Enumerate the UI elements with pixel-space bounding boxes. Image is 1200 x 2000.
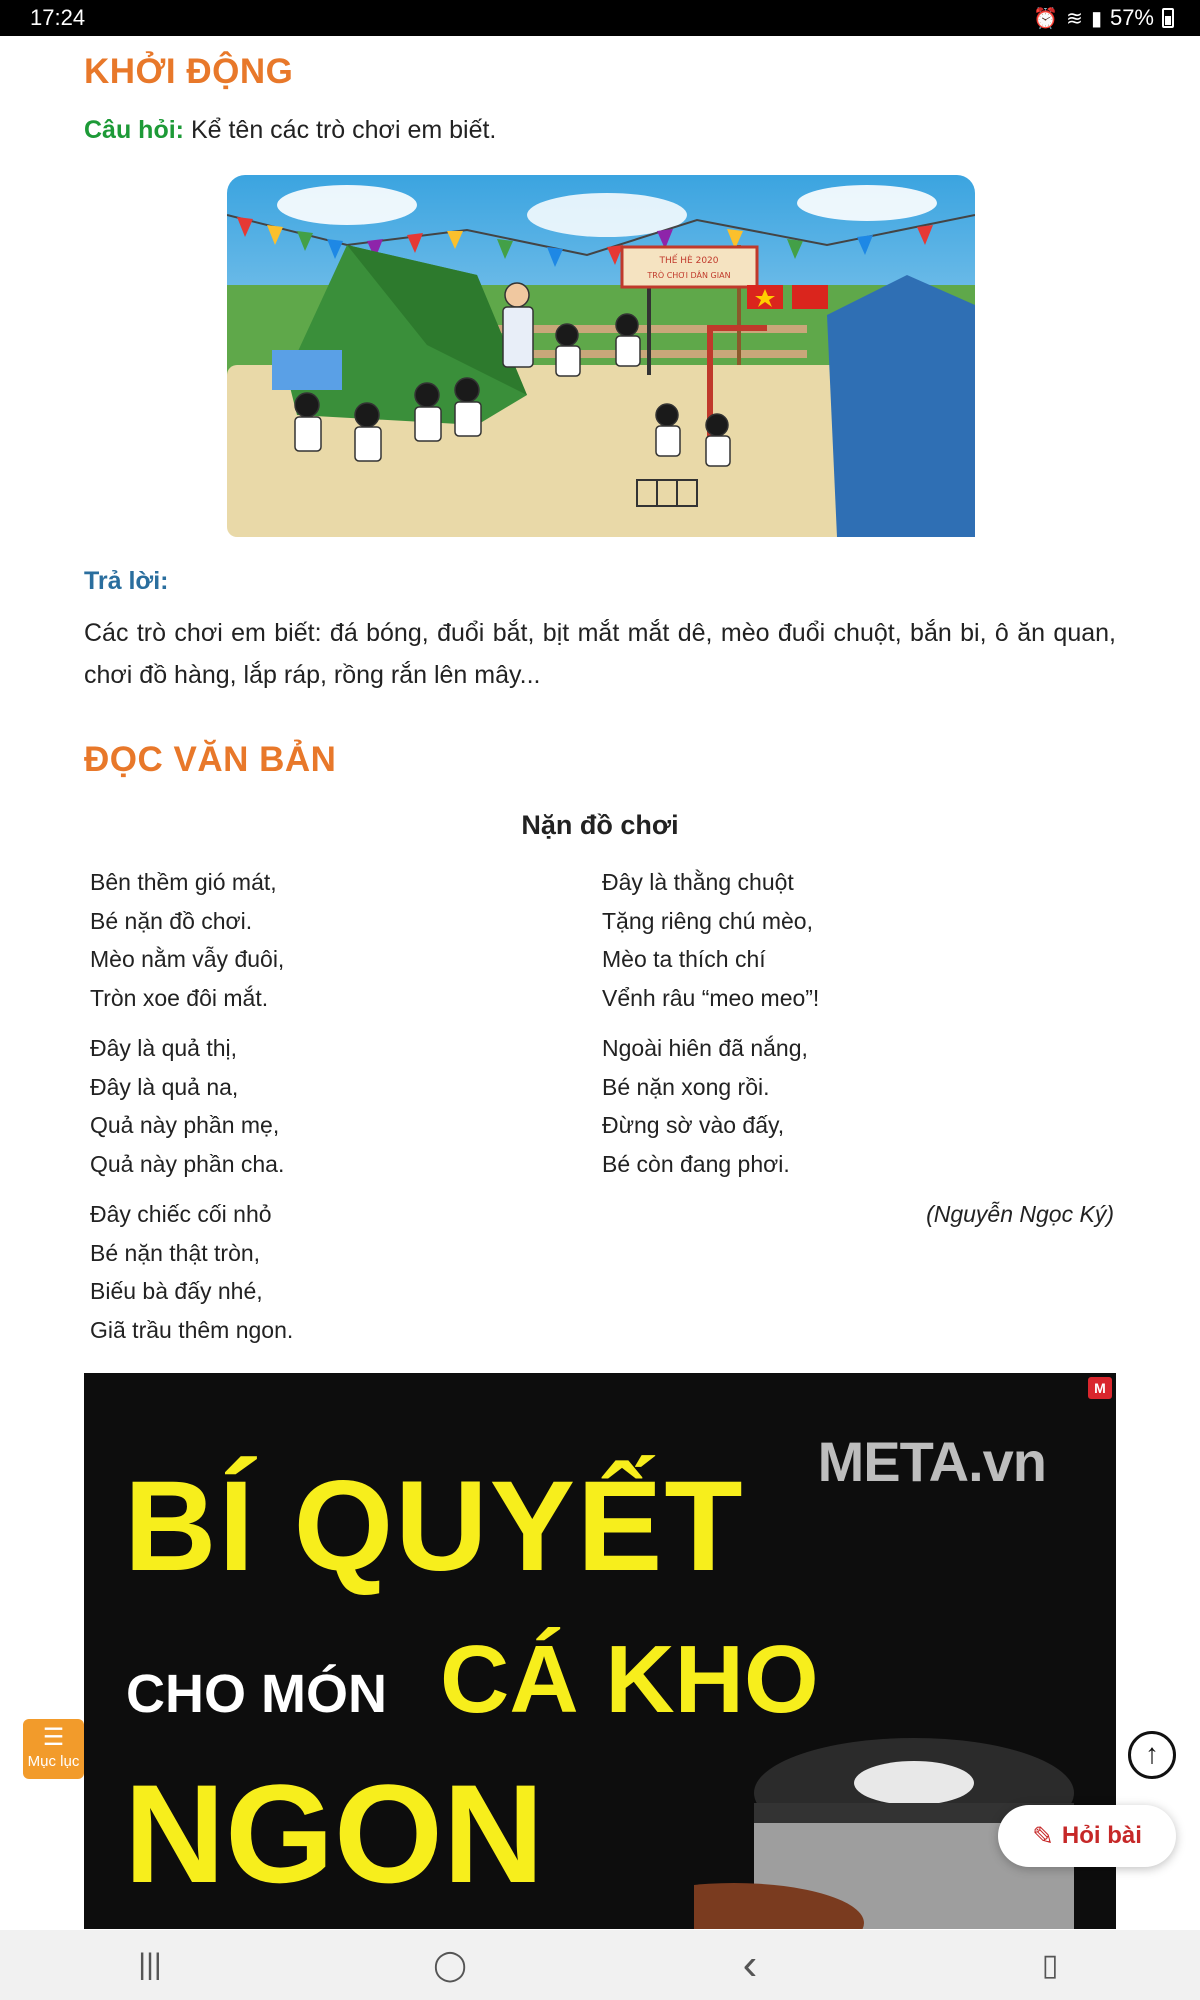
poem-line: Bé nặn thật tròn,	[90, 1239, 261, 1266]
poem-line: Ngoài hiên đã nắng,	[602, 1035, 808, 1061]
answer-label: Trả lời:	[84, 567, 169, 595]
table-of-contents-button[interactable]	[23, 1719, 84, 1779]
status-bar	[0, 0, 1200, 36]
sign-line-2: TRÒ CHƠI DÂN GIAN	[647, 271, 731, 280]
question-text: Kể tên các trò chơi em biết.	[184, 116, 497, 144]
system-navigation-bar	[0, 1930, 1200, 2000]
ask-question-button[interactable]	[998, 1805, 1176, 1867]
status-icons	[1033, 5, 1174, 31]
ad-headline-2a: CHO MÓN	[126, 1664, 387, 1724]
signal-icon: ▮	[1090, 7, 1102, 30]
poem-line: Quả này phần cha.	[90, 1150, 285, 1177]
poem-author: (Nguyễn Ngọc Ký)	[926, 1201, 1114, 1227]
ask-label: Hỏi bài	[1061, 1822, 1142, 1849]
ad-headline-1: BÍ QUYẾT	[124, 1455, 745, 1598]
question-label: Câu hỏi:	[84, 116, 184, 144]
poem-line: Đây chiếc cối nhỏ	[90, 1201, 272, 1227]
poem-right-column	[602, 863, 1114, 1361]
poem-line: Tặng riêng chú mèo,	[602, 907, 813, 934]
arrow-up-icon: ↑	[1145, 1738, 1159, 1769]
poem-title: Nặn đồ chơi	[521, 810, 679, 840]
ad-headline-2b: CÁ KHO	[440, 1626, 819, 1733]
stanza	[90, 1029, 602, 1183]
list-icon: ☰	[42, 1724, 65, 1751]
answer-text: Các trò chơi em biết: đá bóng, đuổi bắt, bịt mắt mắt dê, mèo đuổi chuột, bắn bi, ô ăn quan, chơi đồ hàng, lắp ráp, rồng rắn lên mây...	[84, 619, 1116, 689]
poem-left-column	[90, 863, 602, 1361]
poem-line: Bé nặn đồ chơi.	[90, 907, 253, 934]
poem	[84, 863, 1116, 1361]
poem-line: Đây là quả na,	[90, 1073, 239, 1100]
section-title-reading: ĐỌC VĂN BẢN	[84, 740, 337, 779]
stanza	[602, 863, 1114, 1017]
wifi-icon: ≋	[1066, 7, 1083, 30]
ad-headline-3: NGON	[124, 1755, 544, 1912]
poem-line: Tròn xoe đôi mắt.	[90, 984, 269, 1011]
poem-line: Đây là quả thị,	[90, 1035, 238, 1061]
ad-brand: META.vn	[817, 1430, 1046, 1493]
poem-line: Bé còn đang phơi.	[602, 1150, 790, 1177]
battery-icon	[1162, 8, 1174, 28]
poem-line: Quả này phần mẹ,	[90, 1112, 280, 1138]
article-content	[84, 36, 1116, 1361]
back-icon[interactable]: ‹	[742, 1940, 758, 1989]
pencil-icon: ✎	[1032, 1820, 1054, 1851]
sign-line-1: THẾ HÈ 2020	[659, 256, 719, 266]
home-icon[interactable]: ◯	[433, 1948, 467, 1982]
poem-line: Vểnh râu “meo meo”!	[602, 984, 820, 1011]
question	[84, 116, 1116, 145]
advertisement-banner[interactable]	[84, 1373, 1116, 1929]
playground-illustration	[227, 175, 975, 537]
poem-line: Bé nặn xong rồi.	[602, 1073, 770, 1100]
ad-badge[interactable]: M	[1088, 1377, 1112, 1399]
stanza	[90, 863, 602, 1017]
poem-line: Biếu bà đấy nhé,	[90, 1278, 263, 1304]
battery-percent: 57%	[1109, 5, 1154, 30]
poem-line: Mèo nằm vẫy đuôi,	[90, 946, 285, 972]
stanza	[90, 1195, 602, 1349]
scroll-to-top-button[interactable]	[1128, 1731, 1176, 1779]
status-time: 17:24	[30, 5, 86, 30]
stanza	[602, 1029, 1114, 1183]
rotate-icon[interactable]: ▯	[1041, 1948, 1059, 1982]
poem-line: Giã trầu thêm ngon.	[90, 1316, 294, 1343]
poem-line: Bên thềm gió mát,	[90, 869, 277, 895]
poem-line: Đây là thằng chuột	[602, 869, 794, 895]
poem-line: Mèo ta thích chí	[602, 946, 766, 972]
section-title-warmup: KHỞI ĐỘNG	[84, 52, 294, 91]
poem-line: Đừng sờ vào đấy,	[602, 1112, 785, 1138]
recents-icon[interactable]: |||	[138, 1948, 162, 1981]
alarm-icon: ⏰	[1033, 7, 1059, 30]
toc-label: Mục lục	[27, 1753, 80, 1770]
